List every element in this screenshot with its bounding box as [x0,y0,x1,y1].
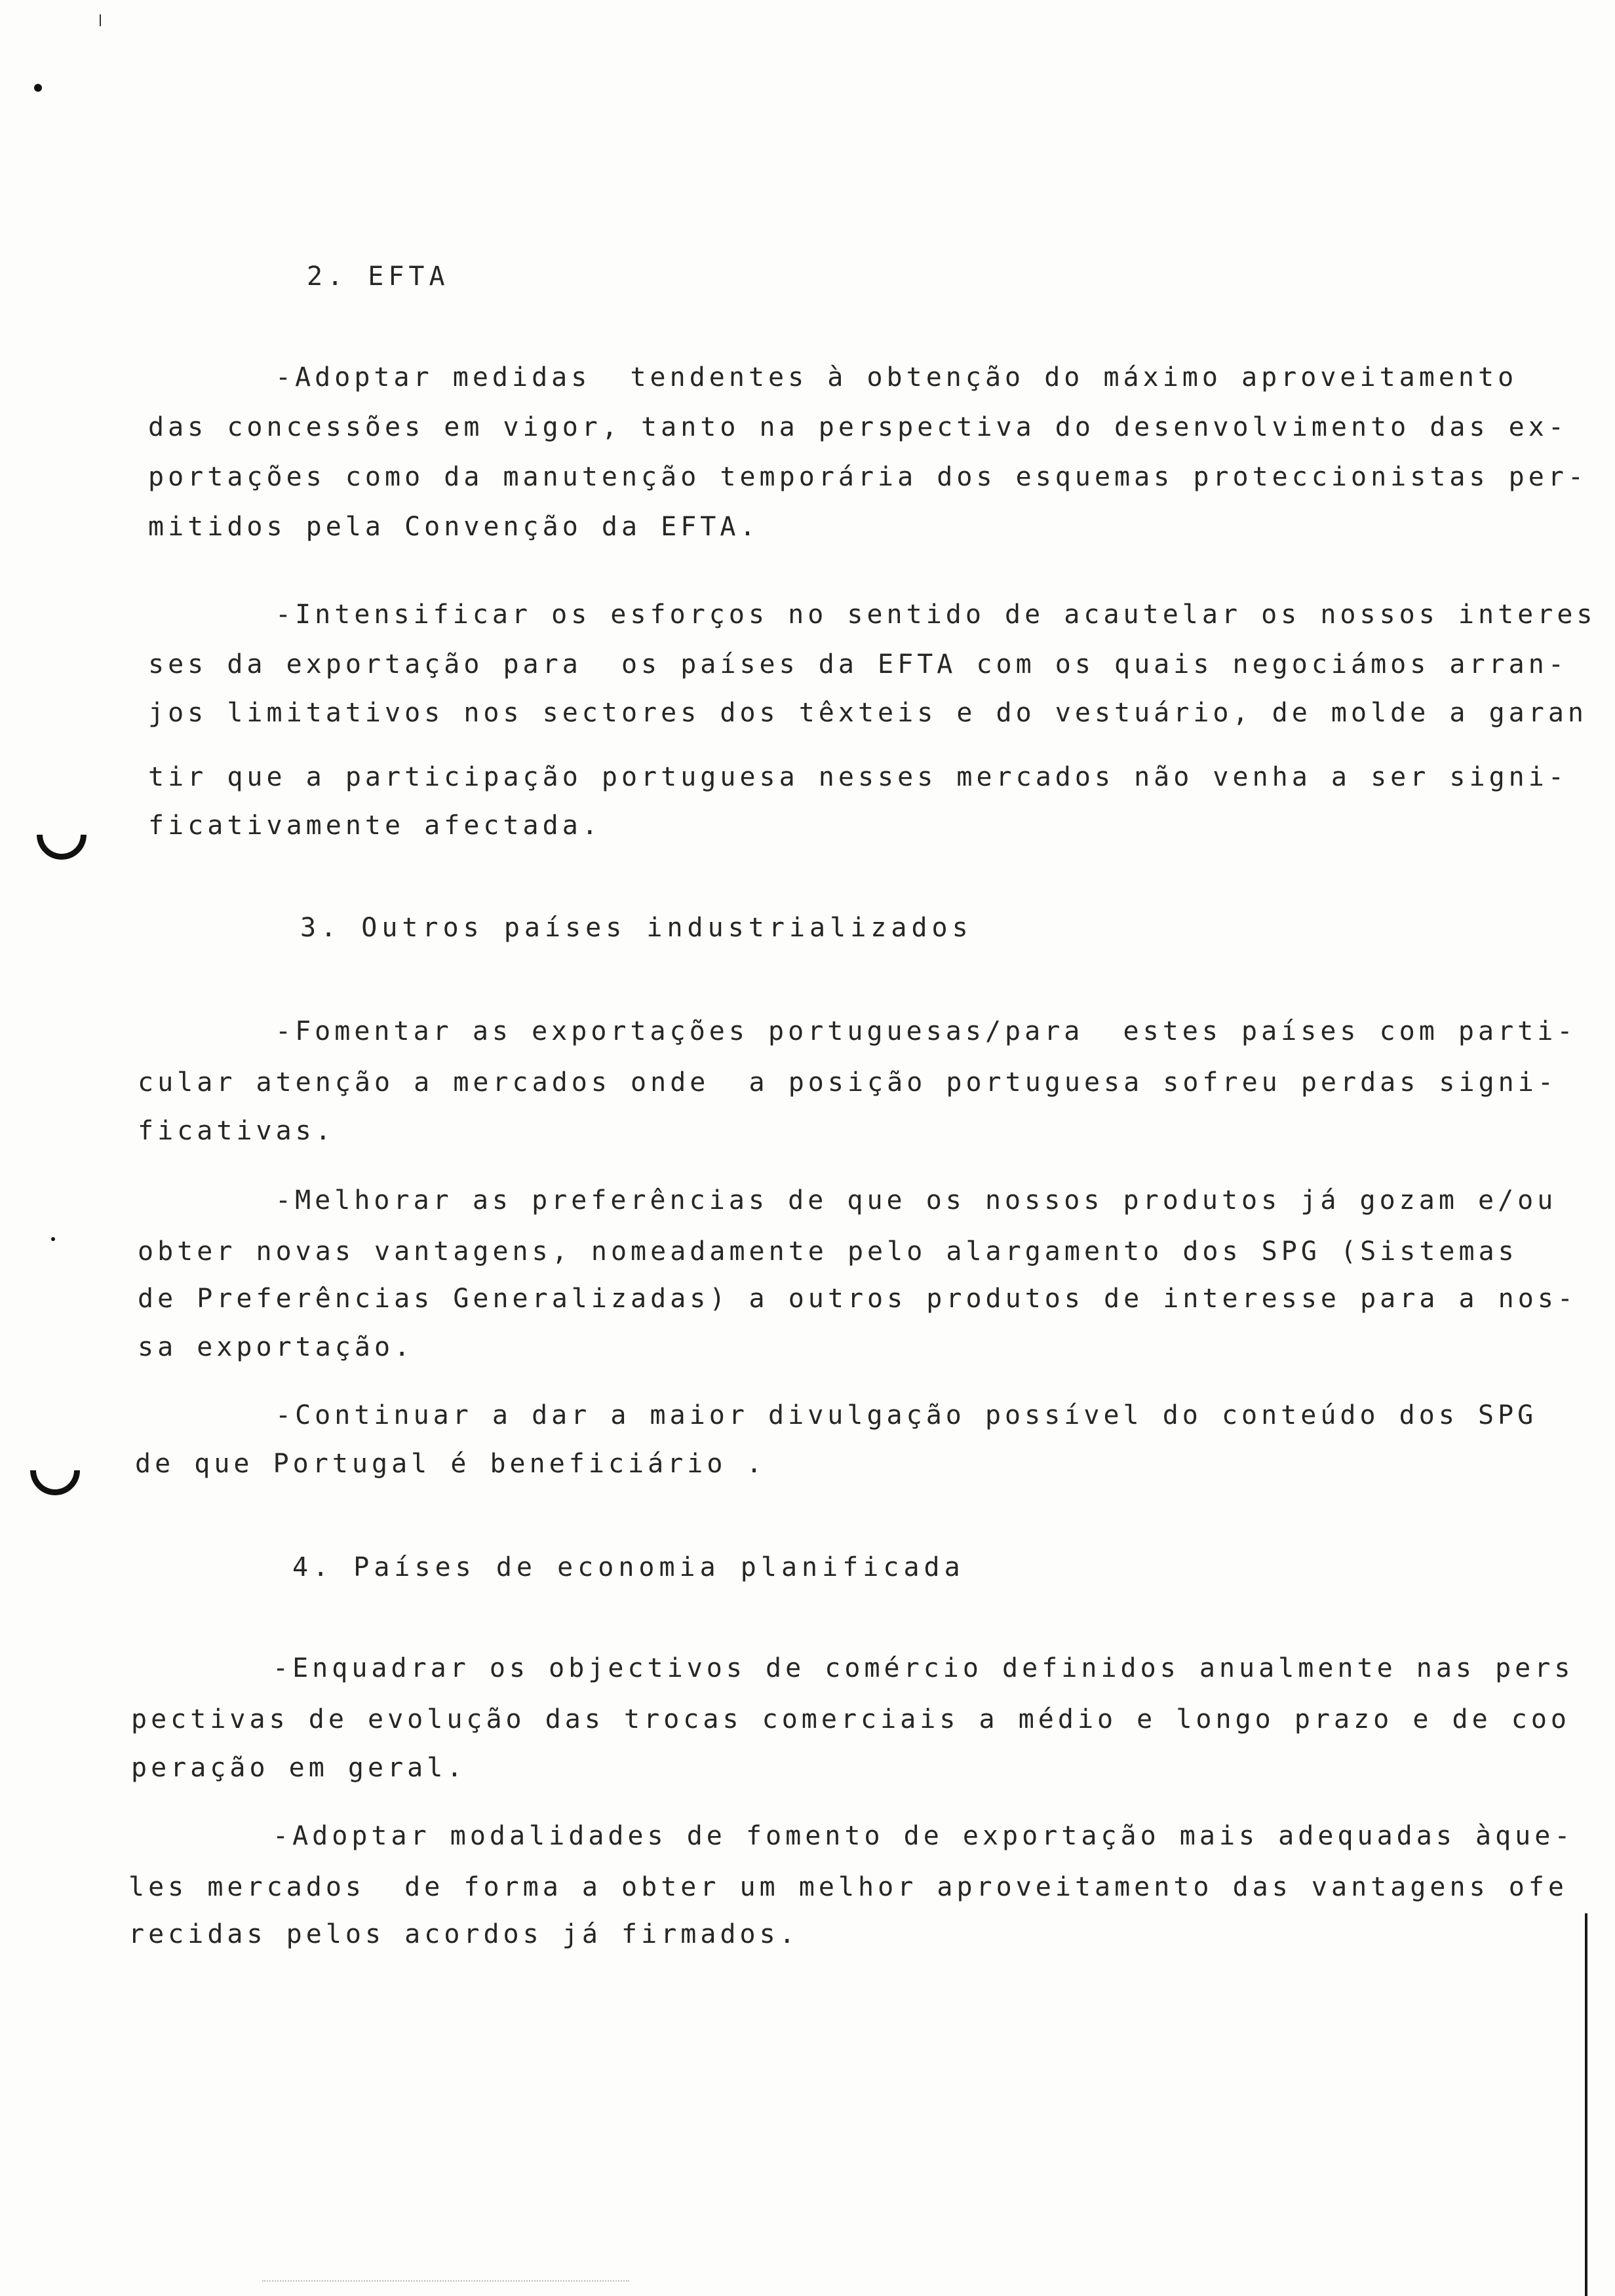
paragraph-line: -Adoptar modalidades de fomento de exportação mais adequadas àque- [273,1821,1574,1851]
paragraph-line: de Preferências Generalizadas) a outros produtos de interesse para a nos- [138,1284,1577,1314]
speck-mark [100,14,101,26]
paragraph-line: ficativamente afectada. [148,811,602,841]
paragraph-line: peração em geral. [131,1753,467,1783]
punch-hole-mark [20,1435,90,1505]
section-heading-outros-paises: 3. Outros países industrializados [300,913,973,943]
paragraph-line: les mercados de forma a obter um melhor aproveitamento das vantagens ofe [128,1872,1568,1902]
punch-hole-mark [26,799,96,870]
paragraph-line: cular atenção a mercados onde a posição portuguesa sofreu perdas signi- [138,1067,1557,1098]
paragraph-line: -Adoptar medidas tendentes à obtenção do máximo aproveitamento [275,362,1518,392]
paragraph-line: -Melhorar as preferências de que os nossos produtos já gozam e/ou [275,1185,1557,1215]
paragraph-line: -Intensificar os esforços no sentido de acautelar os nossos interes [275,600,1597,630]
paragraph-line: recidas pelos acordos já firmados. [128,1919,799,1949]
paragraph-line: -Enquadrar os objectivos de comércio definidos anualmente nas pers [273,1653,1574,1683]
paragraph-line: -Continuar a dar a maior divulgação possível do conteúdo dos SPG [275,1400,1538,1430]
paragraph-line: ficativas. [138,1116,335,1146]
binding-edge-line [1585,1913,1587,2296]
paragraph-line: portações como da manutenção temporária dos esquemas proteccionistas per- [148,462,1587,492]
paragraph-line: tir que a participação portuguesa nesses mercados não venha a ser signi- [148,762,1568,792]
paragraph-line: sa exportação. [138,1332,414,1362]
paragraph-line: jos limitativos nos sectores dos têxteis e do vestuário, de molde a garan [148,698,1587,728]
paragraph-line: mitidos pela Convenção da EFTA. [148,512,760,542]
paragraph-line: ses da exportação para os países da EFTA com os quais negociámos arran- [148,649,1568,679]
speck-mark [51,1237,55,1241]
speck-mark [34,84,42,92]
paragraph-line: das concessões em vigor, tanto na perspectiva do desenvolvimento das ex- [148,412,1568,442]
paragraph-line: obter novas vantagens, nomeadamente pelo alargamento dos SPG (Sistemas [138,1236,1518,1267]
paragraph-line: de que Portugal é beneficiário . [135,1449,766,1479]
bottom-scan-strip [262,2280,629,2289]
paragraph-line: pectivas de evolução das trocas comerciais a médio e longo prazo e de coo [131,1704,1570,1734]
paragraph-line: -Fomentar as exportações portuguesas/para estes países com parti- [275,1016,1577,1046]
section-heading-economia-planificada: 4. Países de economia planificada [292,1552,965,1582]
section-heading-efta: 2. EFTA [307,261,450,292]
